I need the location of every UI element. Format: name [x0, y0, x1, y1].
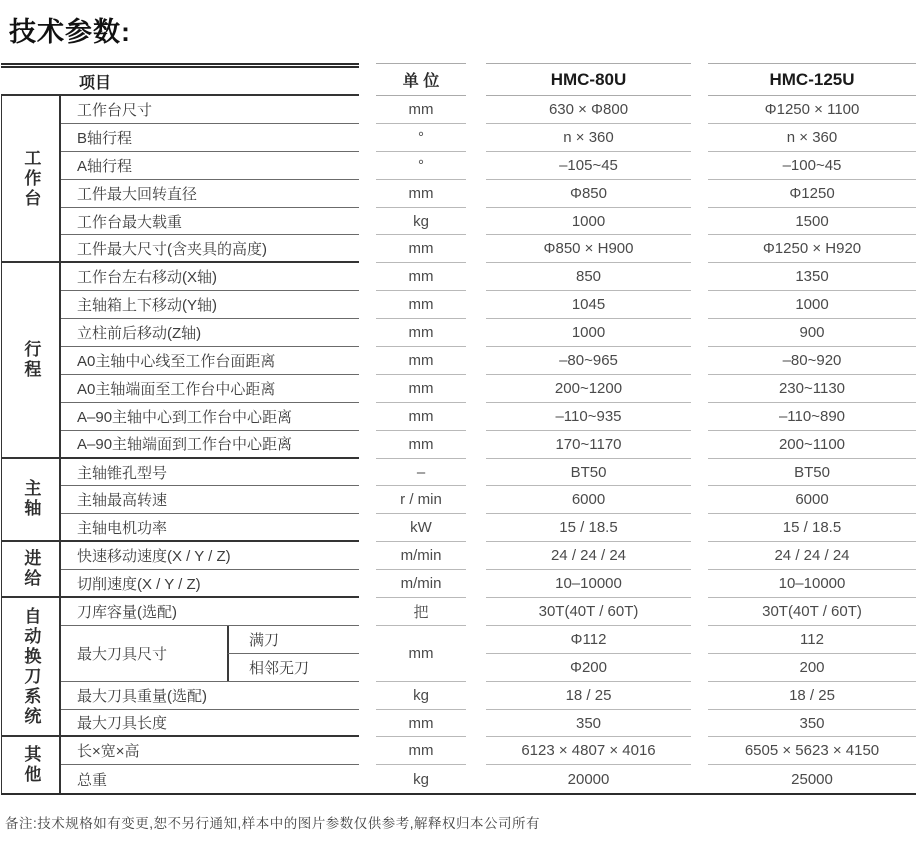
- spec-item: 刀库容量(选配): [61, 598, 359, 626]
- spec-value-hmc125u: 30T(40T / 60T): [708, 598, 916, 626]
- spec-item: 快速移动速度(X / Y / Z): [61, 542, 359, 570]
- spec-value-hmc125u: 25000: [791, 770, 833, 788]
- spec-table: [1, 63, 916, 795]
- spec-unit: r / min: [376, 486, 466, 514]
- spec-item: 最大刀具重量(选配): [61, 682, 359, 710]
- spec-value-hmc125u: Φ1250 × H920: [708, 235, 916, 263]
- spec-value-hmc80u: 10–10000: [486, 570, 691, 598]
- spec-value-hmc80u: –80~965: [486, 347, 691, 375]
- spec-value-hmc125u: –100~45: [708, 152, 916, 180]
- spec-item: 工件最大回转直径: [61, 180, 359, 208]
- spec-item: 主轴锥孔型号: [61, 459, 359, 487]
- spec-unit: kW: [376, 514, 466, 542]
- spec-item-tool-size: [61, 626, 359, 682]
- spec-value-hmc80u: Φ200: [486, 654, 691, 682]
- spec-unit: mm: [376, 347, 466, 375]
- spec-unit: m/min: [376, 542, 466, 570]
- spec-value-hmc80u: 170~1170: [486, 431, 691, 459]
- spec-item: A–90主轴中心到工作台中心距离: [61, 403, 359, 431]
- group-label-travel: 行程: [1, 263, 61, 458]
- spec-unit: 把: [376, 598, 466, 626]
- spec-value-hmc80u: 18 / 25: [486, 682, 691, 710]
- spec-unit: mm: [376, 263, 466, 291]
- spec-unit: mm: [376, 710, 466, 738]
- spec-value-hmc80u: BT50: [486, 459, 691, 487]
- spec-unit: kg: [413, 770, 429, 788]
- group-label-other: 其他: [1, 737, 61, 793]
- spec-unit: mm: [376, 431, 466, 459]
- spec-value-hmc125u: 18 / 25: [708, 682, 916, 710]
- spec-value-hmc125u: 230~1130: [708, 375, 916, 403]
- spec-unit: °: [376, 152, 466, 180]
- header-item: 项目: [1, 63, 359, 96]
- spec-unit: m/min: [376, 570, 466, 598]
- spec-value-hmc125u: 1350: [708, 263, 916, 291]
- spec-value-hmc80u: 6000: [486, 486, 691, 514]
- spec-unit: kg: [376, 208, 466, 236]
- spec-unit: mm: [376, 737, 466, 765]
- spec-item: 最大刀具尺寸: [77, 645, 168, 663]
- header-unit: 单 位: [376, 63, 466, 96]
- spec-value-hmc80u: –110~935: [486, 403, 691, 431]
- spec-item: A–90主轴端面到工作台中心距离: [61, 431, 359, 459]
- spec-value-hmc80u: 1045: [486, 291, 691, 319]
- spec-value-hmc80u: 850: [486, 263, 691, 291]
- spec-unit: mm: [376, 291, 466, 319]
- spec-value-hmc80u: 6123 × 4807 × 4016: [486, 737, 691, 765]
- spec-value-hmc125u: 1000: [708, 291, 916, 319]
- group-label-atc: 自动换刀系统: [1, 598, 61, 737]
- spec-unit: mm: [376, 319, 466, 347]
- spec-unit: mm: [376, 375, 466, 403]
- spec-value-hmc125u: –80~920: [708, 347, 916, 375]
- spec-item: 总重: [77, 771, 108, 789]
- spec-value-hmc125u: –110~890: [708, 403, 916, 431]
- spec-value-hmc125u: BT50: [708, 459, 916, 487]
- spec-value-hmc125u: 6000: [708, 486, 916, 514]
- spec-value-hmc80u: 24 / 24 / 24: [486, 542, 691, 570]
- group-label-spindle: 主轴: [1, 459, 61, 543]
- spec-value-hmc125u: 200: [708, 654, 916, 682]
- spec-item: A轴行程: [61, 152, 359, 180]
- spec-item: 长×宽×高: [61, 737, 359, 765]
- spec-unit: –: [376, 459, 466, 487]
- spec-item: A0主轴端面至工作台中心距离: [61, 375, 359, 403]
- spec-value-hmc125u: 15 / 18.5: [708, 514, 916, 542]
- spec-value-hmc125u: 10–10000: [708, 570, 916, 598]
- spec-value-hmc80u: Φ850 × H900: [486, 235, 691, 263]
- spec-item: 工作台左右移动(X轴): [61, 263, 359, 291]
- spec-unit: mm: [376, 403, 466, 431]
- spec-unit: mm: [376, 235, 466, 263]
- spec-item: 工作台尺寸: [61, 96, 359, 124]
- group-label-worktable: 工作台: [1, 96, 61, 263]
- spec-value-hmc80u: n × 360: [486, 124, 691, 152]
- spec-item: 主轴箱上下移动(Y轴): [61, 291, 359, 319]
- spec-value-hmc125u: 200~1100: [708, 431, 916, 459]
- spec-value-hmc80u: Φ112: [486, 626, 691, 654]
- spec-value-hmc80u: 630 × Φ800: [486, 96, 691, 124]
- group-label-feed: 进给: [1, 542, 61, 598]
- spec-value-hmc125u: Φ1250: [708, 180, 916, 208]
- spec-subitem-adjacent-empty: 相邻无刀: [227, 654, 359, 681]
- header-model-hmc125u: HMC-125U: [708, 63, 916, 96]
- spec-item: 切削速度(X / Y / Z): [61, 570, 359, 598]
- spec-value-hmc125u: Φ1250 × 1100: [708, 96, 916, 124]
- spec-value-hmc125u: n × 360: [708, 124, 916, 152]
- spec-value-hmc125u: 900: [708, 319, 916, 347]
- spec-value-hmc125u: 350: [708, 710, 916, 738]
- spec-unit: mm: [376, 96, 466, 124]
- spec-item: 工件最大尺寸(含夹具的高度): [61, 235, 359, 263]
- spec-value-hmc125u: 1500: [708, 208, 916, 236]
- spec-value-hmc80u: 20000: [567, 770, 610, 788]
- spec-item: 最大刀具长度: [61, 710, 359, 738]
- spec-value-hmc80u: –105~45: [486, 152, 691, 180]
- spec-unit: mm: [376, 626, 466, 682]
- spec-value-hmc125u: 24 / 24 / 24: [708, 542, 916, 570]
- spec-unit: kg: [376, 682, 466, 710]
- spec-value-hmc80u: 1000: [486, 319, 691, 347]
- header-model-hmc80u: HMC-80U: [486, 63, 691, 96]
- spec-unit: °: [376, 124, 466, 152]
- footer-note: 备注:技术规格如有变更,恕不另行通知,样本中的图片参数仅供参考,解释权归本公司所有: [5, 816, 541, 832]
- spec-item: A0主轴中心线至工作台面距离: [61, 347, 359, 375]
- spec-value-hmc125u: 112: [708, 626, 916, 654]
- spec-value-hmc80u: 15 / 18.5: [486, 514, 691, 542]
- page-title: 技术参数:: [9, 17, 131, 47]
- spec-value-hmc80u: 200~1200: [486, 375, 691, 403]
- spec-item: 工作台最大载重: [61, 208, 359, 236]
- spec-value-hmc80u: 30T(40T / 60T): [486, 598, 691, 626]
- spec-unit: mm: [376, 180, 466, 208]
- spec-item: B轴行程: [61, 124, 359, 152]
- spec-value-hmc80u: 1000: [486, 208, 691, 236]
- spec-value-hmc80u: 350: [486, 710, 691, 738]
- spec-item: 立柱前后移动(Z轴): [61, 319, 359, 347]
- spec-item: 主轴电机功率: [61, 514, 359, 542]
- spec-value-hmc125u: 6505 × 5623 × 4150: [708, 737, 916, 765]
- spec-subitem-full-magazine: 满刀: [227, 626, 359, 654]
- spec-item: 主轴最高转速: [61, 486, 359, 514]
- spec-value-hmc80u: Φ850: [486, 180, 691, 208]
